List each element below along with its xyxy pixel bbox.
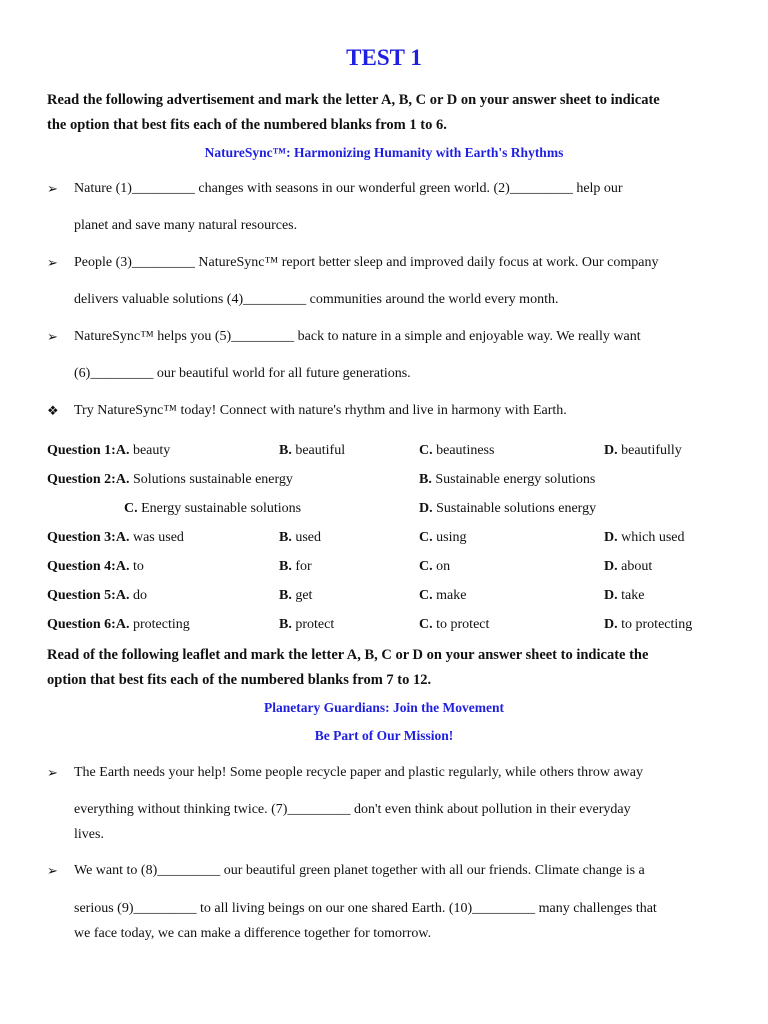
- option-text: Solutions sustainable energy: [129, 472, 293, 487]
- option-letter: C.: [419, 617, 433, 632]
- bullet-line: serious (9)_________ to all living beings on our one shared Earth. (10)_________ many challenges that: [74, 901, 657, 916]
- bullet-line: People (3)_________ NatureSync™ report better sleep and improved daily focus at work. Our company: [74, 255, 659, 270]
- option-d: [604, 617, 692, 633]
- arrowhead-bullet-icon: ➢: [47, 181, 58, 196]
- option-c: [419, 443, 494, 459]
- option-letter: B.: [279, 530, 292, 545]
- option-letter: D.: [604, 617, 618, 632]
- bullet-line: NatureSync™ helps you (5)_________ back to nature in a simple and enjoyable way. We really want: [74, 329, 641, 344]
- option-text: beautiness: [432, 443, 495, 458]
- option-letter: A.: [115, 472, 130, 487]
- option-letter: C.: [419, 443, 433, 458]
- option-letter: B.: [279, 588, 292, 603]
- option-text: beautifully: [617, 443, 682, 458]
- option-b: [279, 559, 312, 575]
- option-text: was used: [129, 530, 184, 545]
- question-label: Question 1:: [47, 443, 116, 458]
- arrowhead-bullet-icon: ➢: [47, 329, 58, 344]
- advertisement-heading: NatureSync™: Harmonizing Humanity with Earth's Rhythms: [204, 145, 564, 160]
- question-label: Question 2:: [47, 472, 116, 487]
- question-1: [47, 443, 170, 459]
- option-text: on: [432, 559, 451, 574]
- option-b: [279, 588, 312, 604]
- leaflet-subheading: Be Part of Our Mission!: [314, 728, 454, 743]
- option-text: Sustainable solutions energy: [432, 501, 597, 516]
- question-6: [47, 617, 190, 633]
- option-text: get: [291, 588, 313, 603]
- option-text: protect: [291, 617, 335, 632]
- question-label: Question 4:: [47, 559, 116, 574]
- option-letter: A.: [115, 617, 130, 632]
- bullet-line: Try NatureSync™ today! Connect with nature's rhythm and live in harmony with Earth.: [74, 403, 567, 418]
- option-letter: C.: [419, 530, 433, 545]
- option-c: [419, 530, 466, 546]
- option-letter: A.: [115, 443, 130, 458]
- option-c: [419, 559, 450, 575]
- question-label: Question 6:: [47, 617, 116, 632]
- option-letter: A.: [115, 530, 130, 545]
- option-d: [604, 530, 685, 546]
- option-b: [279, 530, 321, 546]
- option-text: about: [617, 559, 653, 574]
- option-text: using: [432, 530, 467, 545]
- arrowhead-bullet-icon: ➢: [47, 863, 58, 878]
- option-text: Energy sustainable solutions: [137, 501, 302, 516]
- section1-instruction: [47, 88, 727, 138]
- option-letter: B.: [279, 617, 292, 632]
- option-letter: A.: [115, 559, 130, 574]
- option-letter: B.: [419, 472, 432, 487]
- arrowhead-bullet-icon: ➢: [47, 255, 58, 270]
- option-letter: C.: [419, 559, 433, 574]
- question-2: [47, 472, 293, 488]
- option-text: beauty: [129, 443, 171, 458]
- bullet-line: planet and save many natural resources.: [74, 218, 298, 233]
- option-c: [124, 501, 301, 517]
- bullet-line: lives.: [74, 827, 104, 842]
- option-text: beautiful: [291, 443, 346, 458]
- question-label: Question 3:: [47, 530, 116, 545]
- option-d: [604, 443, 682, 459]
- option-text: to: [129, 559, 144, 574]
- leaflet-heading: Planetary Guardians: Join the Movement: [264, 700, 504, 715]
- bullet-line: delivers valuable solutions (4)_________ communities around the world every month.: [74, 292, 559, 307]
- option-letter: C.: [124, 501, 138, 516]
- option-letter: D.: [604, 588, 618, 603]
- option-letter: C.: [419, 588, 433, 603]
- bullet-line: we face today, we can make a difference together for tomorrow.: [74, 926, 432, 941]
- section2-instruction: [47, 643, 727, 693]
- option-text: Sustainable energy solutions: [431, 472, 596, 487]
- option-letter: D.: [419, 501, 433, 516]
- instruction-line: Read of the following leaflet and mark the letter A, B, C or D on your answer sheet to indicate the: [47, 647, 649, 663]
- option-c: [419, 588, 466, 604]
- instruction-line: Read the following advertisement and mark the letter A, B, C or D on your answer sheet to indicate: [47, 92, 660, 108]
- question-5: [47, 588, 147, 604]
- option-text: to protect: [432, 617, 490, 632]
- option-d: [419, 501, 596, 517]
- option-text: to protecting: [617, 617, 693, 632]
- option-letter: B.: [279, 559, 292, 574]
- option-letter: D.: [604, 443, 618, 458]
- arrowhead-bullet-icon: ➢: [47, 765, 58, 780]
- bullet-line: We want to (8)_________ our beautiful green planet together with all our friends. Climate change is a: [74, 863, 645, 878]
- option-text: do: [129, 588, 147, 603]
- option-letter: A.: [115, 588, 130, 603]
- option-text: make: [432, 588, 467, 603]
- bullet-line: (6)_________ our beautiful world for all future generations.: [74, 366, 411, 381]
- option-c: [419, 617, 489, 633]
- bullet-line: The Earth needs your help! Some people recycle paper and plastic regularly, while others throw away: [74, 765, 643, 780]
- option-text: which used: [617, 530, 685, 545]
- option-text: protecting: [129, 617, 190, 632]
- option-letter: D.: [604, 530, 618, 545]
- question-4: [47, 559, 144, 575]
- option-letter: D.: [604, 559, 618, 574]
- option-text: for: [291, 559, 312, 574]
- page-title: TEST 1: [346, 45, 422, 70]
- bullet-line: Nature (1)_________ changes with seasons in our wonderful green world. (2)_________ help our: [74, 181, 623, 196]
- question-3: [47, 530, 184, 546]
- option-text: take: [617, 588, 645, 603]
- instruction-line: option that best fits each of the numbered blanks from 7 to 12.: [47, 672, 432, 688]
- four-diamond-bullet-icon: ❖: [47, 403, 59, 418]
- option-b: [419, 472, 595, 488]
- option-d: [604, 559, 652, 575]
- instruction-line: the option that best fits each of the numbered blanks from 1 to 6.: [47, 117, 447, 133]
- option-b: [279, 617, 334, 633]
- bullet-line: everything without thinking twice. (7)_________ don't even think about pollution in their everyday: [74, 802, 631, 817]
- option-d: [604, 588, 644, 604]
- option-letter: B.: [279, 443, 292, 458]
- option-b: [279, 443, 345, 459]
- option-text: used: [291, 530, 322, 545]
- question-label: Question 5:: [47, 588, 116, 603]
